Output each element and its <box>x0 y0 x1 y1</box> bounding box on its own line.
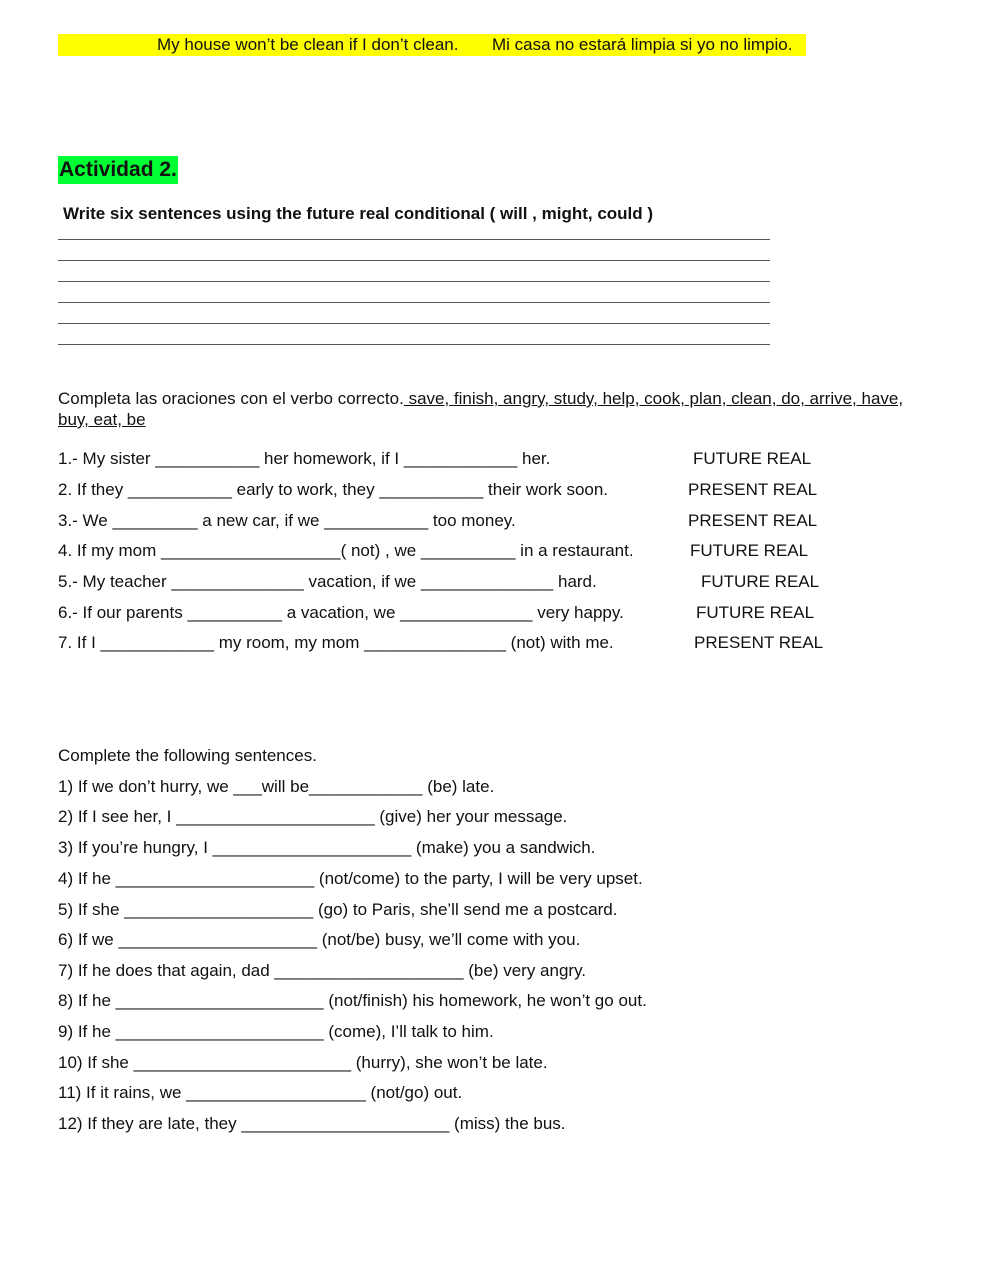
tense-tag: FUTURE REAL <box>701 572 820 591</box>
tense-tag: FUTURE REAL <box>696 603 815 622</box>
verb-exercise-item: 3.- We _________ a new car, if we ___________ too money. <box>58 511 516 530</box>
complete-item: 8) If he ______________________ (not/finish) his homework, he won’t go out. <box>58 991 647 1010</box>
complete-item: 12) If they are late, they ______________________ (miss) the bus. <box>58 1114 566 1133</box>
tense-tag: FUTURE REAL <box>690 541 809 560</box>
writing-line[interactable] <box>58 344 770 345</box>
verb-exercise-item: 2. If they ___________ early to work, they ___________ their work soon. <box>58 480 609 499</box>
writing-line[interactable] <box>58 260 770 261</box>
writing-line[interactable] <box>58 302 770 303</box>
complete-item: 9) If he ______________________ (come), I’ll talk to him. <box>58 1022 494 1041</box>
tense-tag: FUTURE REAL <box>693 449 812 468</box>
complete-item: 3) If you’re hungry, I _____________________ (make) you a sandwich. <box>58 838 596 857</box>
writing-line[interactable] <box>58 281 770 282</box>
verb-intro-text: Completa las oraciones con el verbo correcto. <box>58 389 404 408</box>
complete-item: 7) If he does that again, dad ____________________ (be) very angry. <box>58 961 587 980</box>
complete-item: 4) If he _____________________ (not/come) to the party, I will be very upset. <box>58 869 643 888</box>
complete-item: 2) If I see her, I _____________________ (give) her your message. <box>58 807 568 826</box>
complete-item: 10) If she _______________________ (hurry), she won’t be late. <box>58 1053 548 1072</box>
verb-exercise-item: 7. If I ____________ my room, my mom _______________ (not) with me. <box>58 633 614 652</box>
verb-exercise-item: 5.- My teacher ______________ vacation, if we ______________ hard. <box>58 572 597 591</box>
tense-tag: PRESENT REAL <box>694 633 824 652</box>
verb-exercise-item: 1.- My sister ___________ her homework, if I ____________ her. <box>58 449 551 468</box>
example-english: My house won’t be clean if I don’t clean. <box>157 35 459 54</box>
tense-tag: PRESENT REAL <box>688 511 818 530</box>
complete-item: 6) If we _____________________ (not/be) busy, we’ll come with you. <box>58 930 581 949</box>
complete-item: 11) If it rains, we ___________________ (not/go) out. <box>58 1083 463 1102</box>
writing-line[interactable] <box>58 323 770 324</box>
example-highlight <box>58 34 806 56</box>
tense-tag: PRESENT REAL <box>688 480 818 499</box>
verb-list: save, finish, angry, study, help, cook, plan, clean, do, arrive, have, buy, eat, be <box>58 389 904 429</box>
activity-instruction: Write six sentences using the future real conditional ( will , might, could ) <box>63 204 654 223</box>
example-spanish: Mi casa no estará limpia si yo no limpio. <box>492 35 793 54</box>
complete-section-title: Complete the following sentences. <box>58 746 317 765</box>
writing-line[interactable] <box>58 239 770 240</box>
verb-exercise-item: 6.- If our parents __________ a vacation, we ______________ very happy. <box>58 603 624 622</box>
complete-item: 5) If she ____________________ (go) to Paris, she’ll send me a postcard. <box>58 900 618 919</box>
verb-exercise-intro <box>58 388 928 430</box>
verb-exercise-item: 4. If my mom ___________________( not) , we __________ in a restaurant. <box>58 541 634 560</box>
activity-title: Actividad 2. <box>58 156 178 184</box>
complete-item: 1) If we don’t hurry, we ___will be____________ (be) late. <box>58 777 495 796</box>
